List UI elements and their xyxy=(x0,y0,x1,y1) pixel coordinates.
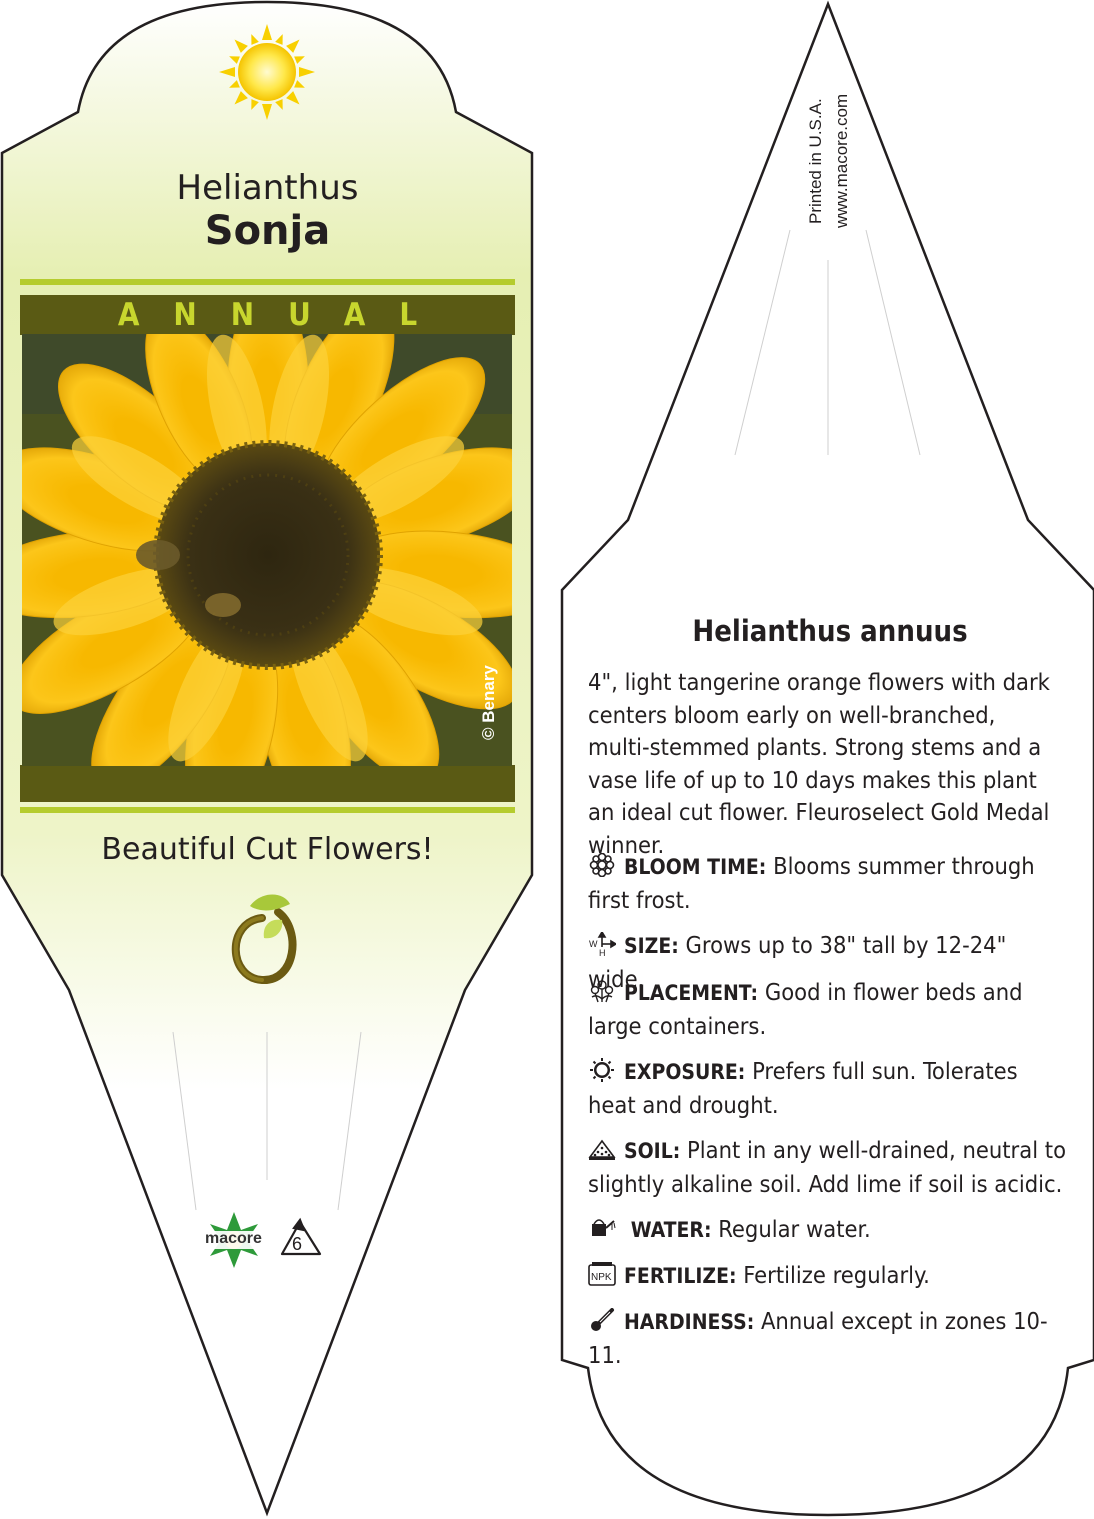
info-text: Grows up to 38" tall by 12-24" wide. xyxy=(588,931,1007,993)
info-label: SOIL: xyxy=(624,1139,681,1163)
photo-credit: © Benary xyxy=(479,665,498,740)
info-text: Prefers full sun. Tolerates heat and drought. xyxy=(588,1057,1018,1119)
brand-name: macore xyxy=(205,1230,262,1247)
plant-variety: Sonja xyxy=(204,208,331,254)
info-soil xyxy=(588,1134,1066,1201)
sunflower-photo xyxy=(0,288,566,833)
sun-icon xyxy=(588,1058,616,1082)
info-exposure xyxy=(588,1055,1066,1122)
info-text: Blooms summer through first frost. xyxy=(588,852,1035,914)
recycle-code: 6 xyxy=(292,1234,303,1254)
info-label: SIZE: xyxy=(624,934,679,958)
printed-in-label: Printed in U.S.A. xyxy=(806,98,825,224)
watering-can-icon xyxy=(588,1216,616,1240)
info-text: Fertilize regularly. xyxy=(743,1261,930,1289)
plant-genus: Helianthus xyxy=(176,168,359,208)
npk-icon xyxy=(588,1262,616,1286)
info-fertilize xyxy=(588,1259,1066,1293)
info-bloom-time xyxy=(588,850,1066,917)
info-text: Plant in any well-drained, neutral to slightly alkaline soil. Add lime if soil is acidic. xyxy=(588,1136,1066,1198)
flower-icon xyxy=(588,853,616,877)
info-label: WATER: xyxy=(630,1218,712,1242)
size-icon xyxy=(588,932,616,956)
svg-text:W: W xyxy=(589,939,598,949)
info-label: PLACEMENT: xyxy=(624,981,759,1005)
info-label: EXPOSURE: xyxy=(624,1060,746,1084)
info-text: Regular water. xyxy=(718,1215,871,1243)
placement-icon xyxy=(588,979,616,1003)
info-label: HARDINESS: xyxy=(624,1310,755,1334)
info-text: Good in flower beds and large containers. xyxy=(588,978,1023,1040)
tagline: Beautiful Cut Flowers! xyxy=(101,832,434,867)
category-label: ANNUAL xyxy=(117,297,452,333)
soil-icon xyxy=(588,1137,616,1161)
svg-text:NPK: NPK xyxy=(591,1272,612,1283)
info-label: FERTILIZE: xyxy=(624,1264,737,1288)
info-placement xyxy=(588,976,1066,1043)
info-water xyxy=(588,1213,1066,1247)
thermometer-icon xyxy=(588,1308,616,1332)
website-label: www.macore.com xyxy=(832,93,851,228)
plant-description: 4", light tangerine orange flowers with dark centers bloom early on well-branched, multi-stemmed plants. Strong stems and a vase life of up to 10 days makes this plant an ideal cut flower. Fleuroselect Gold Medal winner. xyxy=(588,668,1050,859)
botanical-name: Helianthus annuus xyxy=(692,614,968,648)
info-hardiness xyxy=(588,1305,1066,1372)
svg-text:H: H xyxy=(599,948,606,956)
info-label: BLOOM TIME: xyxy=(624,855,767,879)
info-text: Annual except in zones 10-11. xyxy=(588,1307,1048,1369)
